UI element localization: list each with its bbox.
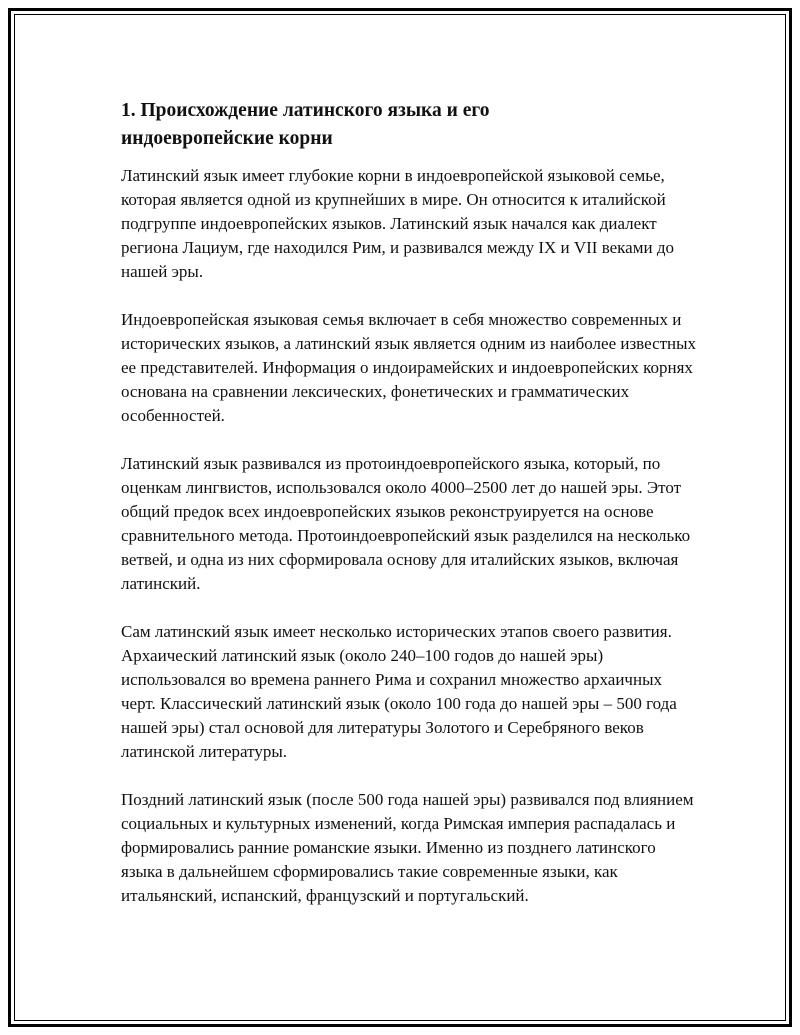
paragraph-5: Поздний латинский язык (после 500 года нашей эры) развивался под влиянием социальных и культурных изменений, когда Римская империя распадалась и формировались ранние романские языки. Именно из позднего латинского языка в дальнейшем сформировались такие современные языки, как итальянский, испанский, французский и португальский. xyxy=(121,790,694,905)
section-title: 1. Происхождение латинского языка и его индоевропейские корни xyxy=(121,100,490,149)
paragraph-1: Латинский язык имеет глубокие корни в индоевропейской языковой семье, которая является одной из крупнейших в мире. Он относится к италийской подгруппе индоевропейских языков. Латинский язык начался как диалект региона Лациум, где находился Рим, и развивался между IX и VII веками до нашей эры. xyxy=(121,166,674,281)
document-body xyxy=(121,97,701,932)
page-border xyxy=(8,8,792,1027)
paragraph-3: Латинский язык развивался из протоиндоевропейского языка, который, по оценкам лингвистов, использовался около 4000–2500 лет до нашей эры. Этот общий предок всех индоевропейских языков реконструируется на основе сравнительного метода. Протоиндоевропейский язык разделился на несколько ветвей, и одна из них сформировала основу для италийских языков, включая латинский. xyxy=(121,454,691,593)
paragraph-2: Индоевропейская языковая семья включает в себя множество современных и исторических языков, а латинский язык является одним из наиболее известных ее представителей. Информация о индоирамейских и индоевропейских корнях основана на сравнении лексических, фонетических и грамматических особенностей. xyxy=(121,310,697,425)
paragraph-4: Сам латинский язык имеет несколько исторических этапов своего развития. Архаический латинский язык (около 240–100 годов до нашей эры) использовался во времена раннего Рима и сохранил множество архаичных черт. Классический латинский язык (около 100 года до нашей эры – 500 года нашей эры) стал основой для литературы Золотого и Серебряного веков латинской литературы. xyxy=(121,622,677,761)
